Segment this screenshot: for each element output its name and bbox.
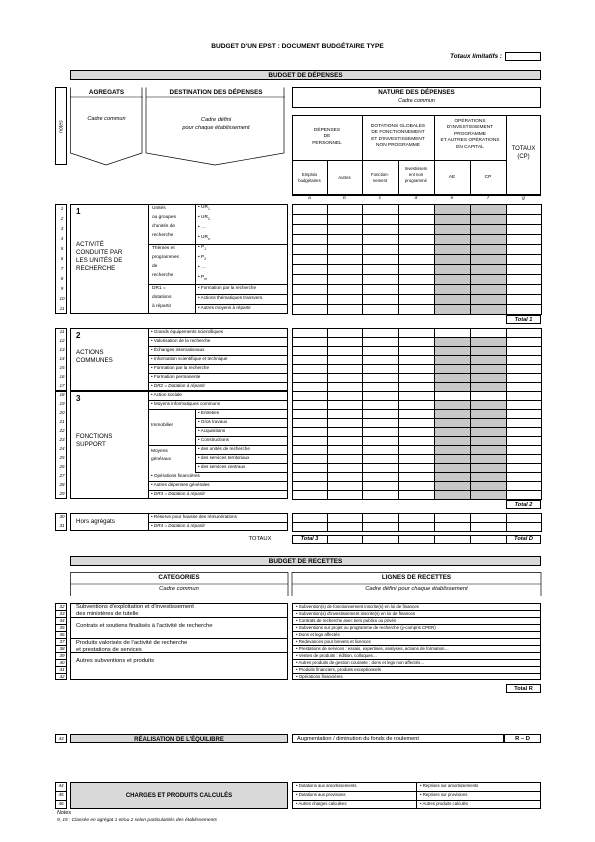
moyens-item: • des services centraux xyxy=(198,464,246,469)
agregat-1-label: ACTIVITÉ xyxy=(76,241,104,248)
totaux-limitatifs-label: Totaux limitatifs : xyxy=(450,53,502,60)
nature-header xyxy=(292,87,541,108)
data-cell[interactable] xyxy=(362,522,399,532)
moyens-label: généraux xyxy=(151,457,172,462)
unites-label: d'unités de xyxy=(152,224,176,229)
nature-title: NATURE DES DÉPENSES xyxy=(378,89,455,96)
section-agregat-2 xyxy=(0,328,595,391)
notes-title: Notes xyxy=(57,810,72,816)
row-number: 17 xyxy=(59,383,65,388)
equilibre-num-cell xyxy=(55,734,67,743)
col-letter-g: g xyxy=(522,196,525,201)
data-cell[interactable] xyxy=(327,490,363,500)
row-number: 31 xyxy=(59,523,65,528)
charges-num-45: 45 xyxy=(58,792,64,797)
row-number: 20 xyxy=(59,410,65,415)
hors-item: • Réserve pour hausse des rémunérations xyxy=(151,514,237,519)
agregat-1-label: LES UNITÉS DE xyxy=(76,257,123,264)
col-letter-f: f xyxy=(487,196,489,201)
agregat-3-item: • Opérations financières xyxy=(151,473,200,478)
theme-item: • … xyxy=(198,265,206,270)
agregat-2-item: • Échanges internationaux xyxy=(151,347,205,352)
theme-item: • $P_m$ xyxy=(198,275,208,281)
total-r-box xyxy=(506,684,541,693)
totaux-label: TOTAUX xyxy=(248,536,272,542)
equilibre-label-cell xyxy=(70,734,288,743)
row-number: 6 xyxy=(60,255,64,261)
row-number: 26 xyxy=(59,464,65,469)
agregat-2-item: • Formation permanente xyxy=(151,374,201,379)
data-cell[interactable] xyxy=(398,304,435,315)
unite-item: • $UR_1$ xyxy=(198,205,210,211)
row-number: 11 xyxy=(59,329,65,334)
agregat-3-item: • DR3 = Dotation à répartir xyxy=(151,491,206,496)
dr1-label: dotations xyxy=(152,295,172,300)
charges-right-1: • Reprises sur amortissements xyxy=(420,783,479,788)
recette-line: • Subventions sur projet ou programme de recherche (y-compris CPER) xyxy=(296,624,436,630)
row-number: 4 xyxy=(60,235,64,241)
row-number: 16 xyxy=(59,374,65,379)
moyens-item: • des services territoriaux xyxy=(198,455,250,460)
data-cell[interactable] xyxy=(327,522,363,532)
charges-num-44: 44 xyxy=(58,783,64,788)
row-number: 3 xyxy=(60,225,64,231)
sub-cp: CP xyxy=(484,175,492,180)
charges-label: CHARGES ET PRODUITS CALCULÉS xyxy=(125,793,233,799)
agregat-2-item: • DR2 = Dotation à répartir xyxy=(151,383,206,388)
row-number: 22 xyxy=(59,428,65,433)
data-cell[interactable] xyxy=(327,304,363,315)
charges-num-46: 46 xyxy=(58,801,64,806)
recette-line: • Produits financiers, produits exceptionnels xyxy=(296,666,382,672)
col-letter-e: e xyxy=(450,196,454,201)
row-number: 25 xyxy=(59,455,65,460)
categorie-3: et prestations de services xyxy=(76,647,142,653)
categories-header: CATEGORIES xyxy=(158,574,200,581)
data-cell[interactable] xyxy=(292,490,328,500)
notes-label: notes xyxy=(58,120,65,133)
lignes-header: LIGNES DE RECETTES xyxy=(381,574,452,581)
sub-emplois: Emplois budgétaires xyxy=(298,172,321,183)
equilibre-value-cell xyxy=(504,734,541,743)
equilibre-num: 43 xyxy=(58,736,64,741)
agregat-1-number: 1 xyxy=(76,207,81,216)
data-cell[interactable] xyxy=(434,522,471,532)
notes-header xyxy=(55,87,67,165)
row-number: 10 xyxy=(59,295,65,301)
total-d-label: Total D xyxy=(514,536,533,542)
col-letter-d: d xyxy=(414,196,418,201)
dr1-item: • Formation par la recherche xyxy=(198,285,257,290)
recettes-row-number: 41 xyxy=(59,666,65,672)
data-cell[interactable] xyxy=(362,490,399,500)
row-number: 2 xyxy=(60,215,64,221)
charges-right-2: • Reprises sur provisions xyxy=(420,792,468,797)
recette-line: • Redevances pour brevets et licences xyxy=(296,638,371,644)
col-dotations: DOTATIONS GLOBALES DE FONCTIONNEMENT ET D'INVESTISSEMENT NON PROGRAMME xyxy=(370,124,426,149)
immobilier-item: • Gros travaux xyxy=(198,419,228,424)
row-number: 8 xyxy=(60,275,64,281)
col-letter-b: b xyxy=(343,196,346,201)
agregat-2-number: 2 xyxy=(76,331,81,340)
sub-ae: AE xyxy=(448,175,456,180)
col-operations: OPÉRATIONS D'INVESTISSEMENT PROGRAMME ET AUTRES OPÉRATIONS EN CAPITAL xyxy=(440,119,500,150)
depenses-banner-text: BUDGET DE DÉPENSES xyxy=(268,72,343,79)
row-number: 18 xyxy=(59,392,65,397)
row-number: 11 xyxy=(59,305,65,311)
agregat-3-item: • Autres dépenses générales xyxy=(151,482,210,487)
charges-left-3: • Autres charges calculées xyxy=(296,801,347,806)
agregat-2-item: • Valorisation de la recherche xyxy=(151,338,211,343)
row-number: 9 xyxy=(60,285,64,291)
recette-line: • Contrats de recherche avec tiers publics ou privés xyxy=(296,617,397,623)
agregat-1-label: RECHERCHE xyxy=(76,265,116,272)
recettes-row-number: 33 xyxy=(59,610,65,616)
col-letter-c: c xyxy=(378,196,382,201)
categorie-3: Produits valorisés de l'activité de recherche xyxy=(76,640,188,646)
row-number: 15 xyxy=(59,365,65,370)
row-number: 30 xyxy=(59,514,65,519)
categorie-1: des ministères de tutelle xyxy=(76,610,139,617)
unite-item: • … xyxy=(198,225,206,230)
row-number: 21 xyxy=(59,419,65,424)
agregat-3-label: FONCTIONS xyxy=(76,433,113,440)
sub-autres: Autres xyxy=(338,175,351,180)
page-title: BUDGET D'UN EPST : DOCUMENT BUDGÉTAIRE TYPE xyxy=(211,43,384,50)
total-2-box xyxy=(506,500,541,509)
data-cell[interactable] xyxy=(506,522,542,532)
agregat-2-label: COMMUNES xyxy=(76,357,113,364)
categorie-2: Contrats et soutiens finalisés à l'activité de recherche xyxy=(76,623,213,629)
data-cell[interactable] xyxy=(398,490,435,500)
agregat-2-label: ACTIONS xyxy=(76,349,104,356)
agregat-3-item: • Action sociale xyxy=(151,392,182,397)
destination-header: DESTINATION DES DÉPENSES xyxy=(169,89,263,96)
data-cell[interactable] xyxy=(398,522,435,532)
destination-cadre-2: pour chaque établissement xyxy=(182,125,250,131)
categories-cadre: Cadre commun xyxy=(159,586,199,592)
unites-label: ou groupes xyxy=(152,215,177,220)
row-number: 7 xyxy=(60,265,64,271)
theme-item: • $P_2$ xyxy=(198,255,207,261)
themes-label: programmes xyxy=(152,255,179,260)
agregat-2-item: • Grands équipements scientifiques xyxy=(151,329,224,334)
agregat-3-label: SUPPORT xyxy=(76,441,106,448)
section-agregat-1 xyxy=(0,204,595,314)
data-cell[interactable] xyxy=(470,490,507,500)
unites-label: recherche xyxy=(152,233,174,238)
agregat-3-item: • Moyens informatiques communs xyxy=(151,401,221,406)
charges-left-2: • Dotations aux provisions xyxy=(296,792,346,797)
row-number: 14 xyxy=(59,356,65,361)
total-3-label: Total 3 xyxy=(300,536,319,542)
recette-line: • Subvention(s) d'investissement inscrite(s) en loi de finances xyxy=(296,610,416,616)
dr1-item: • Autres moyens à répartir xyxy=(198,305,251,310)
recette-line: • Dons et legs affectés xyxy=(296,631,340,637)
row-number: 24 xyxy=(59,446,65,451)
recettes-row-number: 37 xyxy=(59,638,65,644)
recettes-row-number: 34 xyxy=(59,617,65,623)
recettes-row-number: 36 xyxy=(59,631,65,637)
recettes-row-number: 40 xyxy=(59,659,65,665)
unite-item: • $UR_n$ xyxy=(198,235,210,241)
section-hors-agregats xyxy=(0,513,595,531)
data-cell[interactable] xyxy=(434,304,471,315)
depenses-banner xyxy=(70,70,541,80)
recettes-row-number: 38 xyxy=(59,645,65,651)
recette-line: • Opérations financières xyxy=(296,673,343,679)
data-cell[interactable] xyxy=(506,304,542,315)
col-totaux: TOTAUX (CP) xyxy=(511,146,536,160)
recettes-row-number: 42 xyxy=(59,673,65,679)
sub-invest: Investissem ent non programmé xyxy=(404,166,428,183)
hors-agregats-label: Hors agrégats xyxy=(76,518,115,525)
row-number: 1 xyxy=(60,205,64,211)
agregats-header: AGREGATS xyxy=(88,89,125,96)
agregat-3-number: 3 xyxy=(76,394,81,403)
agregats-cadre: Cadre commun xyxy=(87,116,126,122)
data-cell[interactable] xyxy=(470,304,507,315)
recettes-row-number: 39 xyxy=(59,652,65,658)
section-agregat-3 xyxy=(0,391,595,499)
data-cell[interactable] xyxy=(434,490,471,500)
recette-line: • Ventes de produits : édition, colloques… xyxy=(296,652,378,658)
categorie-4: Autres subventions et produits xyxy=(76,658,154,664)
immobilier-item: • Acquisitions xyxy=(198,428,226,433)
notes-text: 9, 15 : Classée en agrégat 1 et/ou 2 selon particularités des établissements xyxy=(57,818,217,823)
col-personnel: DÉPENSES DE PERSONNEL xyxy=(312,128,342,146)
nature-sub: Cadre commun xyxy=(398,98,435,104)
lignes-cadre: Cadre défini pour chaque établissement xyxy=(365,586,468,592)
recette-line: • Autres produits de gestion courante : dons et legs non affectés… xyxy=(296,659,425,665)
moyens-label: Moyens xyxy=(151,449,168,454)
total-2-label: Total 2 xyxy=(514,502,533,508)
dr1-label: à répartir xyxy=(152,304,172,309)
row-number: 29 xyxy=(59,491,65,496)
totaux-limitatifs-box[interactable] xyxy=(505,52,541,61)
moyens-item: • des unités de recherche xyxy=(198,446,250,451)
charges-right-3: • Autres produits calculés xyxy=(420,801,469,806)
theme-item: • $P_1$ xyxy=(198,245,207,251)
equilibre-text: Augmentation / diminution du fonds de roulement xyxy=(297,736,419,742)
equilibre-label: RÉALISATION DE L'ÉQUILIBRE xyxy=(134,737,224,743)
row-number: 27 xyxy=(59,473,65,478)
unites-label: Unités xyxy=(152,206,166,211)
equilibre-text-cell xyxy=(292,734,504,743)
data-cell[interactable] xyxy=(362,304,399,315)
row-number: 13 xyxy=(59,347,65,352)
row-number: 12 xyxy=(59,338,65,343)
equilibre-value: R – D xyxy=(515,735,530,742)
total-1-label: Total 1 xyxy=(514,317,533,323)
row-number: 28 xyxy=(59,482,65,487)
sub-fonction: Fonction- nement xyxy=(371,172,389,183)
data-cell[interactable] xyxy=(506,490,542,500)
row-number: 5 xyxy=(60,245,64,251)
data-cell[interactable] xyxy=(470,522,507,532)
col-letter-a: a xyxy=(308,196,311,201)
immobilier-item: • Constructions xyxy=(198,437,229,442)
recettes-row-number: 32 xyxy=(59,603,65,609)
themes-label: recherche xyxy=(152,273,174,278)
agregat-2-item: • Formation par la recherche xyxy=(151,365,210,370)
destination-cadre-1: Cadre défini xyxy=(200,117,232,123)
agregat-1-label: CONDUITE PAR xyxy=(76,249,123,256)
totaux-row xyxy=(292,535,541,544)
agregat-2-item: • Information scientifique et technique xyxy=(151,356,228,361)
total-r-label: Total R xyxy=(514,686,533,692)
data-cell[interactable] xyxy=(292,522,328,532)
total-1-box xyxy=(506,315,541,324)
recettes-banner xyxy=(70,556,541,566)
hors-item: • DR4 = Dotation à répartir xyxy=(151,523,206,528)
recettes-table xyxy=(0,603,595,680)
row-number: 23 xyxy=(59,437,65,442)
dr1-item: • Actions thématiques transvers. xyxy=(198,295,264,300)
recette-line: • Prestations de services : essais, expertises, analyses, actions de formation… xyxy=(296,645,449,651)
recettes-row-number: 35 xyxy=(59,624,65,630)
row-number: 19 xyxy=(59,401,65,406)
recette-line: • Subvention(s) de fonctionnement inscrite(s) en loi de finances xyxy=(296,603,419,609)
unite-item: • $UR_2$ xyxy=(198,215,210,221)
themes-label: Thèmes et xyxy=(152,246,175,251)
data-cell[interactable] xyxy=(292,304,328,315)
dr1-label: DR1 = xyxy=(152,286,166,291)
recettes-banner-text: BUDGET DE RECETTES xyxy=(268,558,343,565)
charges-left-1: • Dotations aux amortissements xyxy=(296,783,357,788)
categorie-1: Subventions d'exploitation et d'investissement xyxy=(76,603,194,610)
charges-label-cell xyxy=(70,782,288,809)
immobilier-label: Immobilier xyxy=(151,423,174,428)
immobilier-item: • Entretien xyxy=(198,410,220,415)
themes-label: de xyxy=(152,264,158,269)
